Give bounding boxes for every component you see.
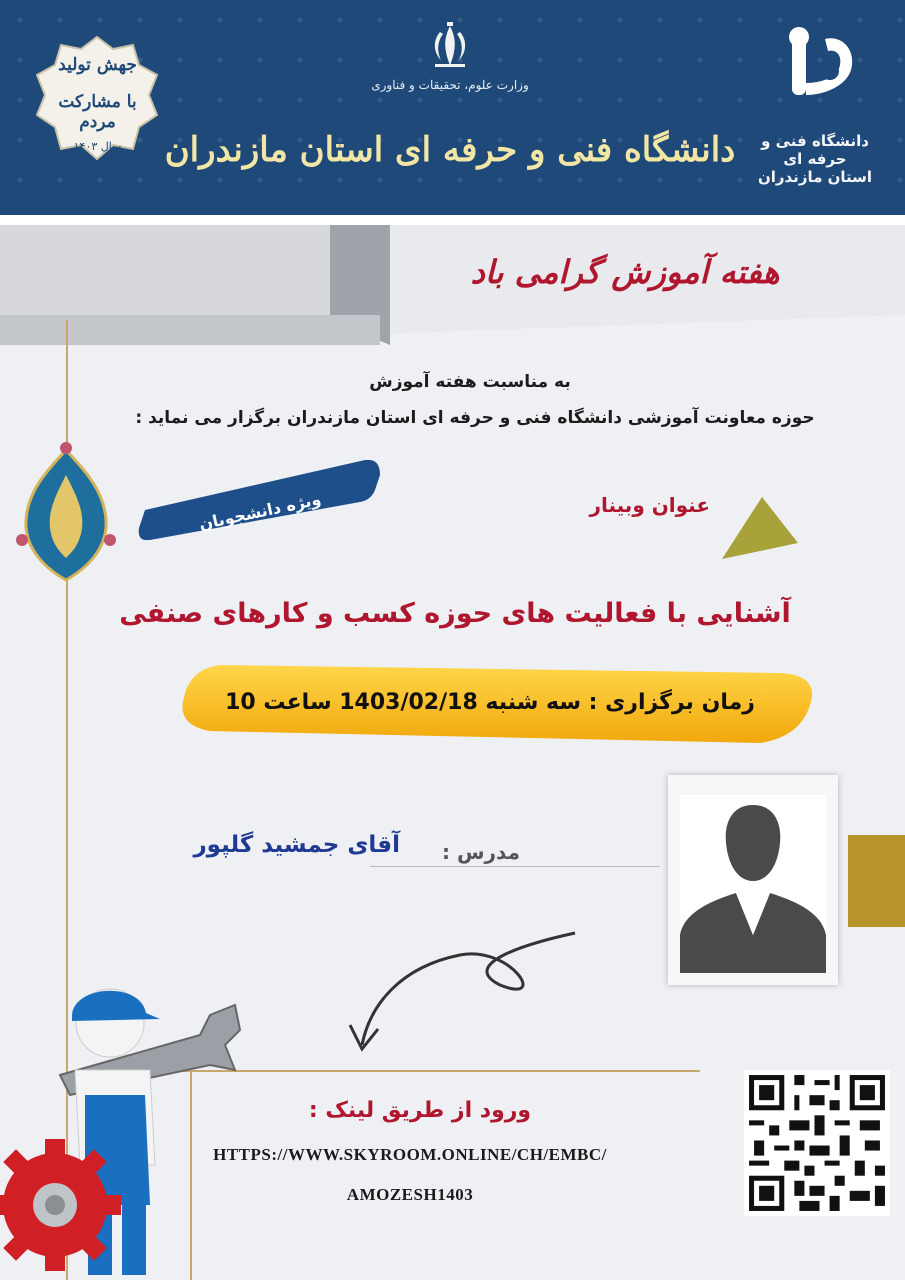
intro-line1: به مناسبت هفته آموزش xyxy=(369,372,571,392)
week-title: هفته آموزش گرامی باد xyxy=(470,253,780,291)
iran-emblem-icon xyxy=(425,22,475,70)
teacher-name: آقای جمشید گلپور xyxy=(193,832,400,858)
badge-text-line1: جهش تولید xyxy=(58,55,137,75)
gold-accent-block xyxy=(848,835,905,927)
link-url-line1[interactable]: HTTPS://WWW.SKYROOM.ONLINE/CH/EMBC/ xyxy=(213,1145,607,1164)
link-label: ورود از طریق لینک : xyxy=(308,1098,532,1123)
intro-line2: حوزه معاونت آموزشی دانشگاه فنی و حرفه ای استان مازندران برگزار می نماید : xyxy=(135,408,815,428)
worker-mascot-with-gear-icon xyxy=(0,975,250,1280)
curved-arrow-icon xyxy=(340,925,590,1055)
avatar-silhouette-icon xyxy=(680,795,826,973)
logo-caption-line1: دانشگاه فنی و حرفه ای xyxy=(761,132,869,168)
persian-ornament-icon xyxy=(8,440,123,590)
teacher-label: مدرس : xyxy=(441,840,520,864)
badge-text-year: سال ۱۴۰۳ xyxy=(73,140,122,153)
link-url-line2[interactable]: AMOZESH1403 xyxy=(346,1185,474,1204)
teacher-underline xyxy=(370,866,660,867)
webinar-subject: آشنایی با فعالیت های حوزه کسب و کارهای صنفی xyxy=(119,598,791,629)
badge-text-line2: با مشارکت مردم xyxy=(58,92,137,132)
qr-code-icon[interactable] xyxy=(744,1070,890,1216)
university-logo-icon xyxy=(770,25,880,125)
webinar-label: عنوان وبینار xyxy=(589,493,710,517)
ministry-caption: وزارت علوم، تحقیقات و فناوری xyxy=(371,78,529,92)
university-title: دانشگاه فنی و حرفه ای استان مازندران xyxy=(164,130,736,170)
schedule-text: زمان برگزاری : سه شنبه 1403/02/18 ساعت 10 xyxy=(225,690,755,715)
triangle-marker-icon xyxy=(722,497,798,559)
logo-caption-line2: استان مازندران xyxy=(757,168,873,186)
students-only-text: ویژه دانشجویان xyxy=(197,489,323,534)
